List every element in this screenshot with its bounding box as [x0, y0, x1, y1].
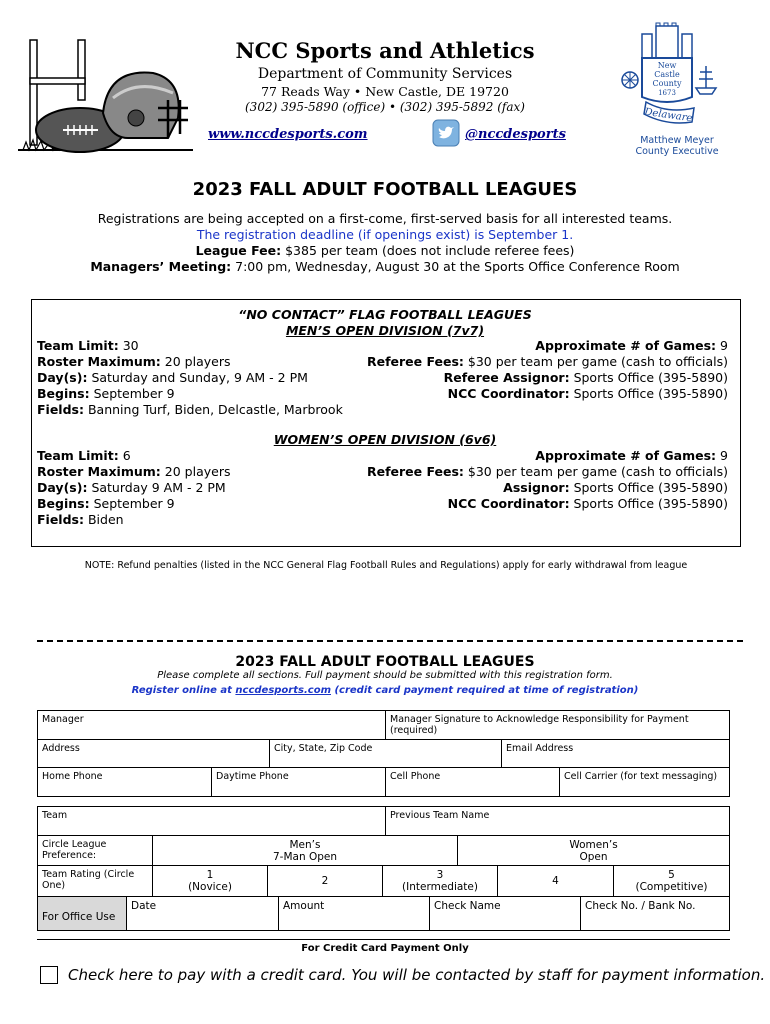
office-use-label: For Office Use — [37, 896, 127, 931]
address-line: 77 Reads Way • New Castle, DE 19720 — [261, 84, 509, 99]
city-field[interactable]: City, State, Zip Code — [269, 739, 502, 768]
form-title: 2023 FALL ADULT FOOTBALL LEAGUES — [235, 654, 535, 670]
mens-division-title: MEN’S OPEN DIVISION (7v7) — [285, 323, 485, 338]
fee-line — [0, 243, 770, 258]
cell-phone-field[interactable]: Cell Phone — [385, 767, 560, 797]
team-rating-label: Team Rating (Circle One) — [37, 865, 153, 897]
fee-label: League Fee: — [195, 243, 282, 258]
flag-heading: “NO CONTACT” FLAG FOOTBALL LEAGUES — [238, 307, 532, 322]
rating-option-3[interactable]: 3 (Intermediate) — [382, 865, 498, 897]
address-field[interactable]: Address — [37, 739, 270, 768]
intro-line-1: Registrations are being accepted on a first-come, first-served basis for all interested teams. — [97, 211, 673, 226]
phone-line: (302) 395-5890 (office) • (302) 395-5892 (fax) — [245, 100, 525, 114]
office-check-number: Check No. / Bank No. — [580, 896, 730, 931]
football-illustration — [18, 38, 193, 158]
page-title: 2023 FALL ADULT FOOTBALL LEAGUES — [192, 179, 578, 200]
signature-field[interactable]: Manager Signature to Acknowledge Responsibility for Payment (required) — [385, 710, 730, 740]
womens-roster: Roster Maximum: 20 players — [37, 464, 231, 479]
online-registration: Register online at nccdesports.com (credit card payment required at time of registration) — [131, 685, 639, 696]
refund-note: NOTE: Refund penalties (listed in the NCC General Flag Football Rules and Regulations) apply for early withdrawal from league — [84, 560, 688, 571]
online-link[interactable]: nccdesports.com — [235, 685, 331, 696]
mens-league-option[interactable]: Men’s 7-Man Open — [152, 835, 458, 866]
mens-coordinator: NCC Coordinator: Sports Office (395-5890) — [447, 386, 728, 401]
rating-option-5[interactable]: 5 (Competitive) — [613, 865, 730, 897]
twitter-link[interactable]: @nccdesports — [465, 127, 566, 142]
meeting-line — [0, 259, 770, 274]
cc-heading: For Credit Card Payment Only — [301, 943, 469, 954]
seal-new: New — [657, 61, 677, 70]
meeting-value: 7:00 pm, Wednesday, August 30 at the Sports Office Conference Room — [235, 259, 680, 274]
cc-divider — [37, 939, 730, 940]
seal-year: 1673 — [658, 89, 676, 97]
email-field[interactable]: Email Address — [501, 739, 730, 768]
womens-division-title: WOMEN’S OPEN DIVISION (6v6) — [273, 432, 497, 447]
twitter-icon — [432, 119, 460, 147]
womens-team-limit: Team Limit: 6 — [37, 448, 131, 463]
mens-team-limit: Team Limit: 30 — [37, 338, 139, 353]
previous-team-field[interactable]: Previous Team Name — [385, 806, 730, 836]
seal-county: County — [652, 79, 682, 88]
mens-days: Day(s): Saturday and Sunday, 9 AM - 2 PM — [37, 370, 308, 385]
mens-assignor: Referee Assignor: Sports Office (395-5890) — [443, 370, 728, 385]
mens-fields: Fields: Banning Turf, Biden, Delcastle, Marbrook — [37, 402, 343, 417]
manager-field[interactable]: Manager — [37, 710, 386, 740]
daytime-phone-field[interactable]: Daytime Phone — [211, 767, 386, 797]
rating-option-2[interactable]: 2 — [267, 865, 383, 897]
rating-option-4[interactable]: 4 — [497, 865, 614, 897]
website-link[interactable]: www.nccdesports.com — [208, 127, 368, 142]
womens-begins: Begins: September 9 — [37, 496, 175, 511]
seal-castle: Castle — [654, 70, 680, 79]
womens-league-option[interactable]: Women’s Open — [457, 835, 730, 866]
mens-games: Approximate # of Games: 9 — [535, 338, 728, 353]
womens-assignor: Assignor: Sports Office (395-5890) — [503, 480, 728, 495]
meeting-label: Managers’ Meeting: — [90, 259, 232, 274]
team-field[interactable]: Team — [37, 806, 386, 836]
mens-roster: Roster Maximum: 20 players — [37, 354, 231, 369]
fee-value: $385 per team (does not include referee fees) — [285, 243, 575, 258]
home-phone-field[interactable]: Home Phone — [37, 767, 212, 797]
office-check-name: Check Name — [429, 896, 581, 931]
womens-coordinator: NCC Coordinator: Sports Office (395-5890) — [447, 496, 728, 511]
department: Department of Community Services — [257, 66, 513, 82]
office-date: Date — [126, 896, 279, 931]
mens-ref-fees: Referee Fees: $30 per team per game (cash to officials) — [367, 354, 728, 369]
mens-right-details — [367, 338, 728, 402]
cc-checkbox[interactable] — [40, 966, 58, 984]
cc-instruction: Check here to pay with a credit card. You will be contacted by staff for payment information. — [68, 966, 766, 984]
mens-left-details — [37, 338, 343, 418]
womens-days: Day(s): Saturday 9 AM - 2 PM — [37, 480, 226, 495]
circle-league-label: Circle League Preference: — [37, 835, 153, 866]
womens-games: Approximate # of Games: 9 — [535, 448, 728, 463]
mens-begins: Begins: September 9 — [37, 386, 175, 401]
womens-left-details — [37, 448, 230, 528]
office-amount: Amount — [278, 896, 430, 931]
womens-right-details — [367, 448, 728, 512]
cut-line — [37, 640, 743, 642]
cell-carrier-field[interactable]: Cell Carrier (for text messaging) — [559, 767, 730, 797]
seal-state: Delaware — [643, 106, 694, 125]
womens-ref-fees: Referee Fees: $30 per team per game (cash to officials) — [367, 464, 728, 479]
org-title: NCC Sports and Athletics — [235, 38, 535, 63]
rating-option-1[interactable]: 1 (Novice) — [152, 865, 268, 897]
deadline-line: The registration deadline (if openings exist) is September 1. — [196, 227, 574, 242]
county-seal — [612, 22, 722, 137]
womens-fields: Fields: Biden — [37, 512, 124, 527]
exec-name: Matthew Meyer — [640, 135, 714, 146]
form-instructions: Please complete all sections. Full payment should be submitted with this registration form. — [157, 670, 613, 681]
exec-title: County Executive — [635, 146, 719, 157]
